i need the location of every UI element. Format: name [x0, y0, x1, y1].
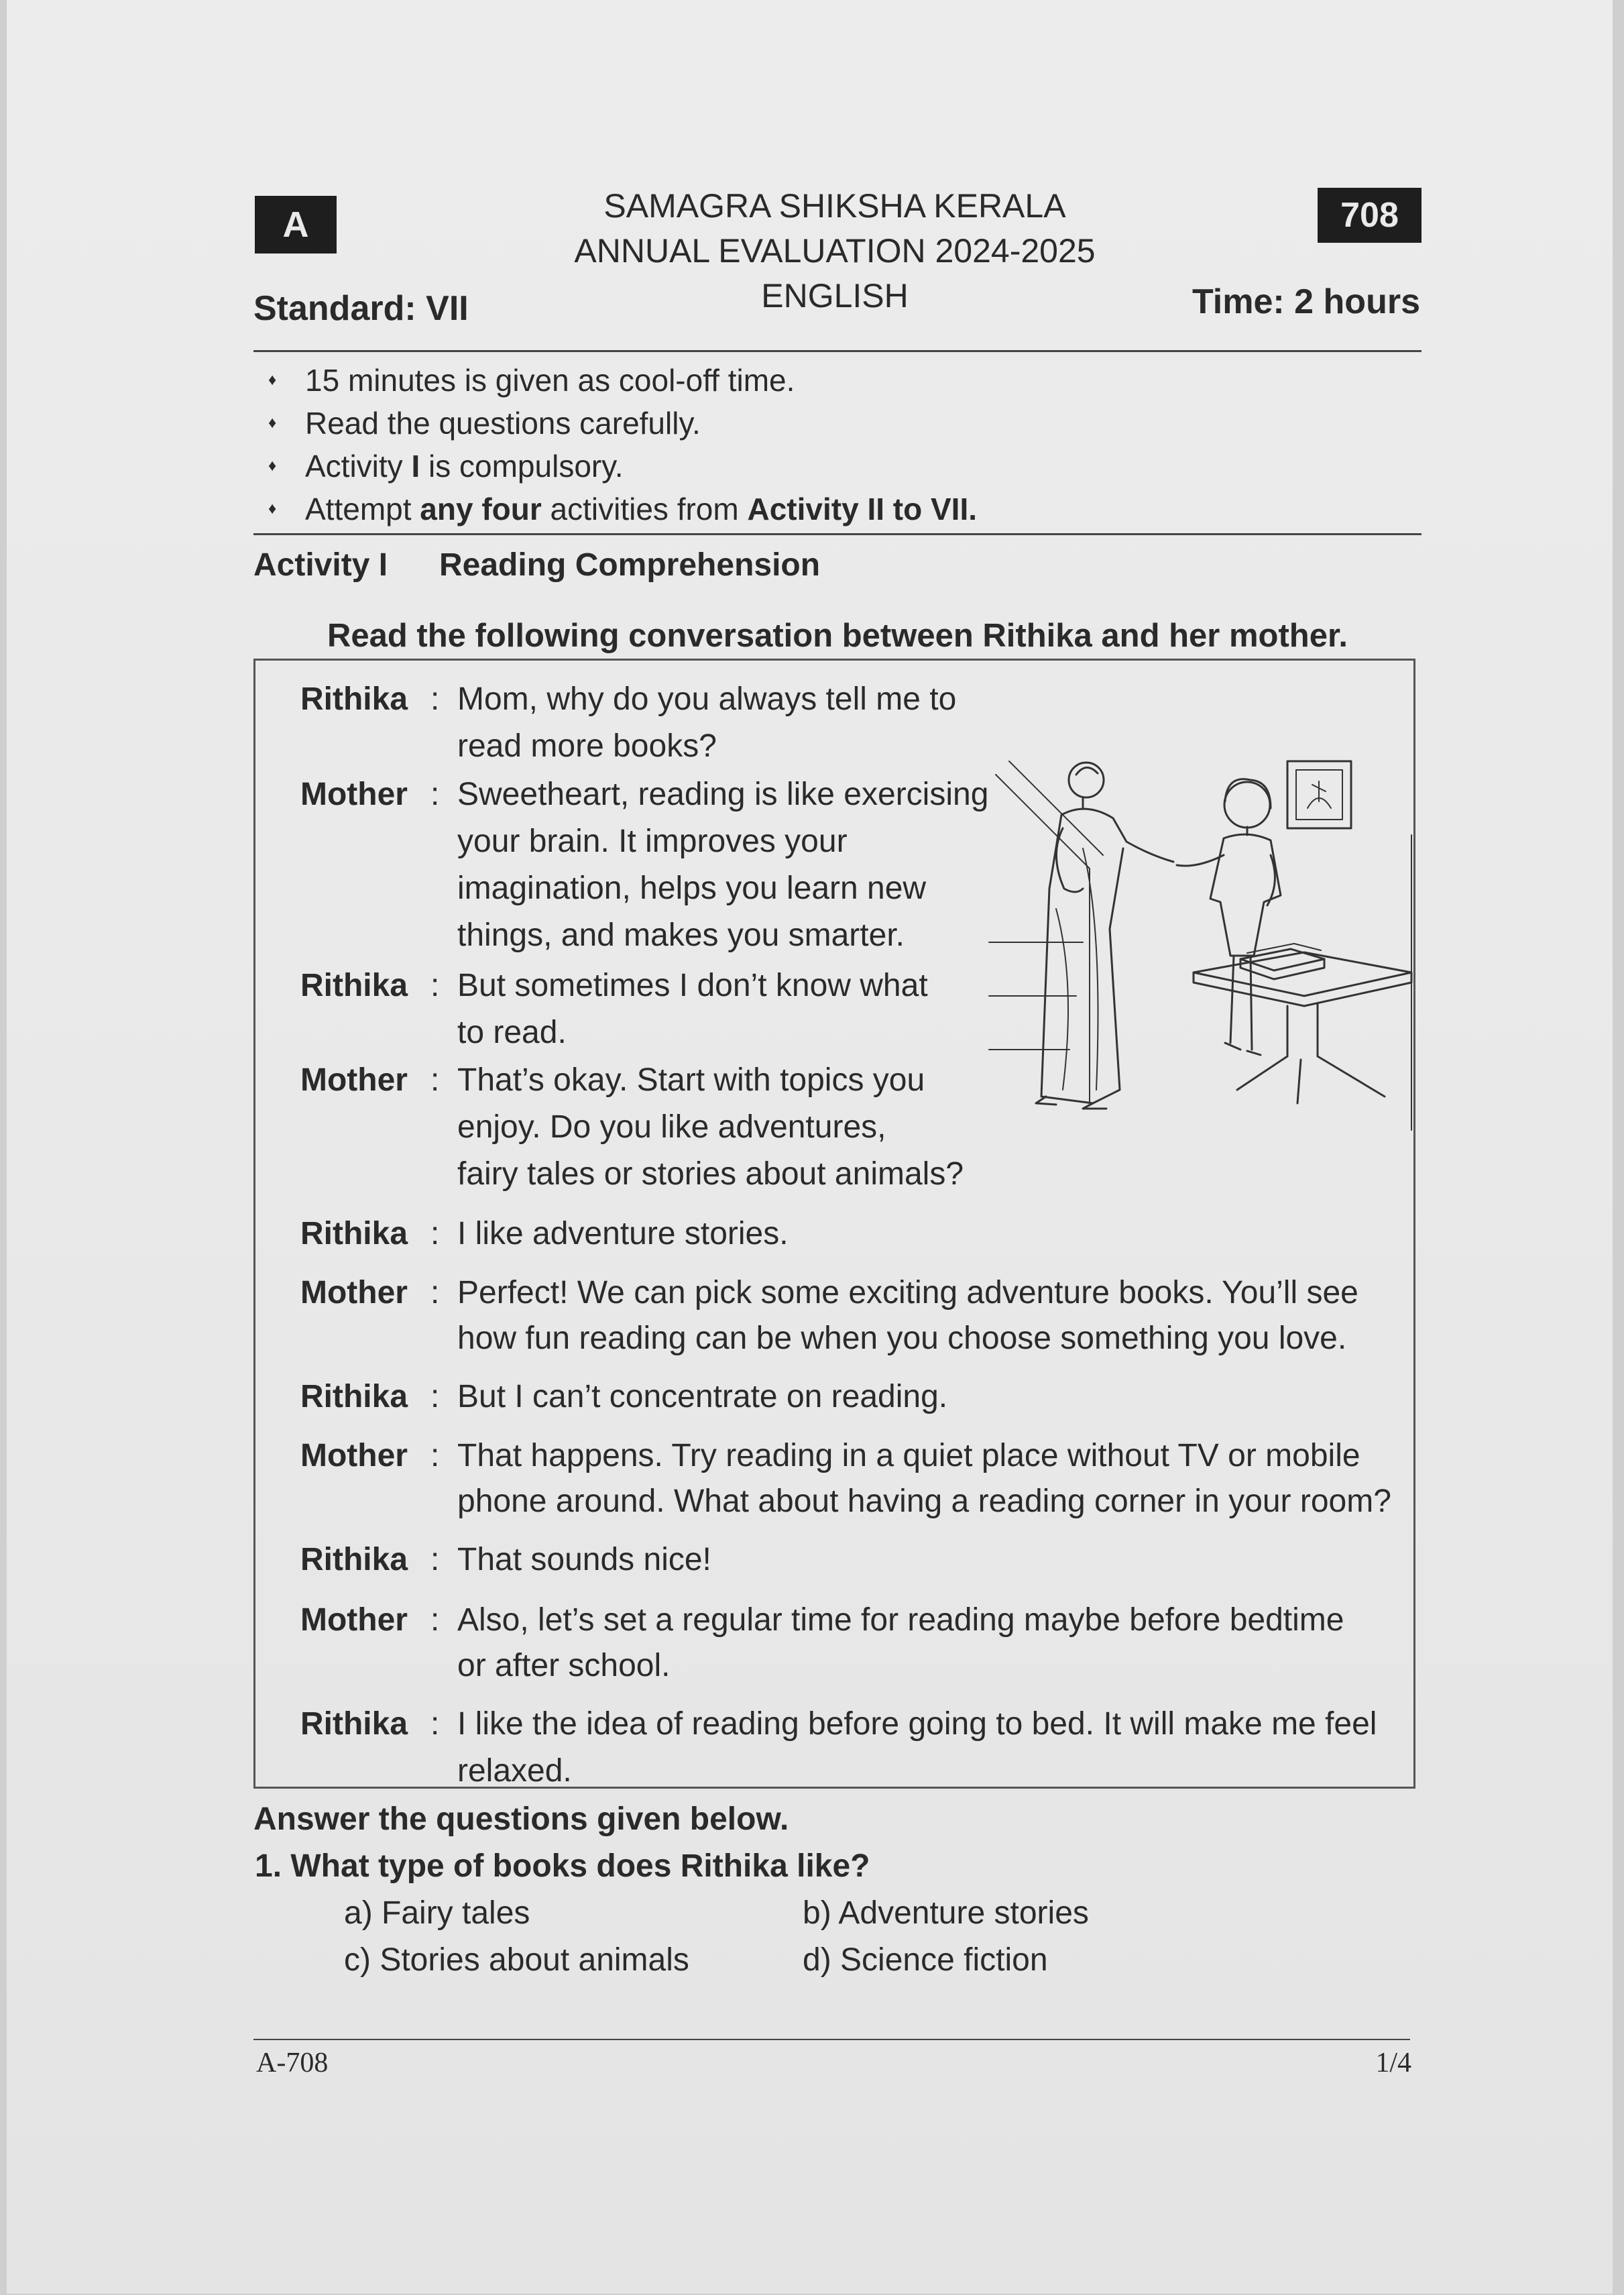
question-1: 1. What type of books does Rithika like?: [255, 1848, 870, 1884]
dialogue-line: relaxed.: [457, 1753, 572, 1789]
speaker-colon: :: [430, 1062, 440, 1098]
dialogue-line: I like adventure stories.: [457, 1216, 789, 1251]
dialogue-line: That sounds nice!: [457, 1542, 711, 1577]
dialogue-line: I like the idea of reading before going to bed. It will make me feel: [457, 1706, 1377, 1742]
speaker-colon: :: [430, 968, 440, 1003]
questions-heading: Answer the questions given below.: [253, 1801, 789, 1837]
dialogue-line: or after school.: [457, 1648, 671, 1683]
org-title: SAMAGRA SHIKSHA KERALA: [603, 187, 1066, 225]
dialogue-line: enjoy. Do you like adventures,: [457, 1109, 886, 1145]
time-label: Time: 2 hours: [1192, 282, 1420, 321]
activity-title: Reading Comprehension: [439, 547, 821, 583]
speaker-colon: :: [430, 1602, 440, 1638]
dialogue-line: Mom, why do you always tell me to: [457, 681, 957, 717]
dialogue-line: Sweetheart, reading is like exercising: [457, 777, 989, 812]
mother-daughter-illustration: [982, 754, 1418, 1137]
exam-page: [7, 0, 1613, 2294]
instruction-item: ♦ 15 minutes is given as cool-off time.: [268, 359, 1408, 402]
option-c: c) Stories about animals: [344, 1942, 689, 1978]
speaker-name: Rithika: [300, 1706, 408, 1742]
activity-label: Activity I: [253, 547, 388, 583]
speaker-name: Mother: [300, 777, 408, 812]
footer-code: A-708: [256, 2048, 329, 2078]
speaker-name: Mother: [300, 1602, 408, 1638]
speaker-colon: :: [430, 1706, 440, 1742]
speaker-name: Mother: [300, 1275, 408, 1310]
dialogue-line: things, and makes you smarter.: [457, 917, 905, 953]
standard-label: Standard: VII: [253, 289, 469, 328]
option-a: a) Fairy tales: [344, 1895, 530, 1931]
instruction-item: ♦ Read the questions carefully.: [268, 402, 1408, 445]
page-number: 1/4: [1375, 2048, 1411, 2078]
option-b: b) Adventure stories: [803, 1895, 1089, 1931]
speaker-name: Rithika: [300, 968, 408, 1003]
set-code-badge: A: [255, 196, 337, 254]
speaker-colon: :: [430, 1275, 440, 1310]
instruction-item: ♦ Activity I is compulsory.: [268, 445, 1408, 488]
speaker-colon: :: [430, 1216, 440, 1251]
dialogue-line: Perfect! We can pick some exciting adventure books. You’ll see: [457, 1275, 1358, 1310]
instruction-item: ♦ Attempt any four activities from Activity II to VII.: [268, 488, 1408, 530]
speaker-name: Rithika: [300, 681, 408, 717]
exam-title: ANNUAL EVALUATION 2024-2025: [574, 232, 1096, 270]
footer-divider: [253, 2039, 1410, 2040]
dialogue-line: to read.: [457, 1015, 567, 1050]
dialogue-line: But sometimes I don’t know what: [457, 968, 928, 1003]
dialogue-line: That happens. Try reading in a quiet place without TV or mobile: [457, 1438, 1360, 1473]
speaker-colon: :: [430, 1379, 440, 1414]
instructions-divider: [253, 533, 1422, 535]
instructions-list: [268, 359, 1408, 530]
speaker-name: Rithika: [300, 1542, 408, 1577]
speaker-name: Mother: [300, 1438, 408, 1473]
dialogue-line: But I can’t concentrate on reading.: [457, 1379, 948, 1414]
dialogue-line: That’s okay. Start with topics you: [457, 1062, 925, 1098]
option-d: d) Science fiction: [803, 1942, 1048, 1978]
speaker-colon: :: [430, 1438, 440, 1473]
dialogue-line: phone around. What about having a reading corner in your room?: [457, 1484, 1391, 1519]
dialogue-line: fairy tales or stories about animals?: [457, 1156, 964, 1192]
dialogue-line: read more books?: [457, 728, 717, 764]
dialogue-line: Also, let’s set a regular time for reading maybe before bedtime: [457, 1602, 1344, 1638]
speaker-name: Rithika: [300, 1379, 408, 1414]
header-divider: [253, 350, 1422, 352]
dialogue-line: your brain. It improves your: [457, 824, 848, 859]
speaker-name: Rithika: [300, 1216, 408, 1251]
dialogue-line: imagination, helps you learn new: [457, 871, 927, 906]
subject-title: ENGLISH: [761, 277, 909, 315]
speaker-name: Mother: [300, 1062, 408, 1098]
speaker-colon: :: [430, 1542, 440, 1577]
speaker-colon: :: [430, 681, 440, 717]
speaker-colon: :: [430, 777, 440, 812]
paper-code-badge: 708: [1318, 188, 1422, 243]
dialogue-line: how fun reading can be when you choose something you love.: [457, 1321, 1347, 1356]
activity-intro: Read the following conversation between Rithika and her mother.: [327, 618, 1348, 654]
